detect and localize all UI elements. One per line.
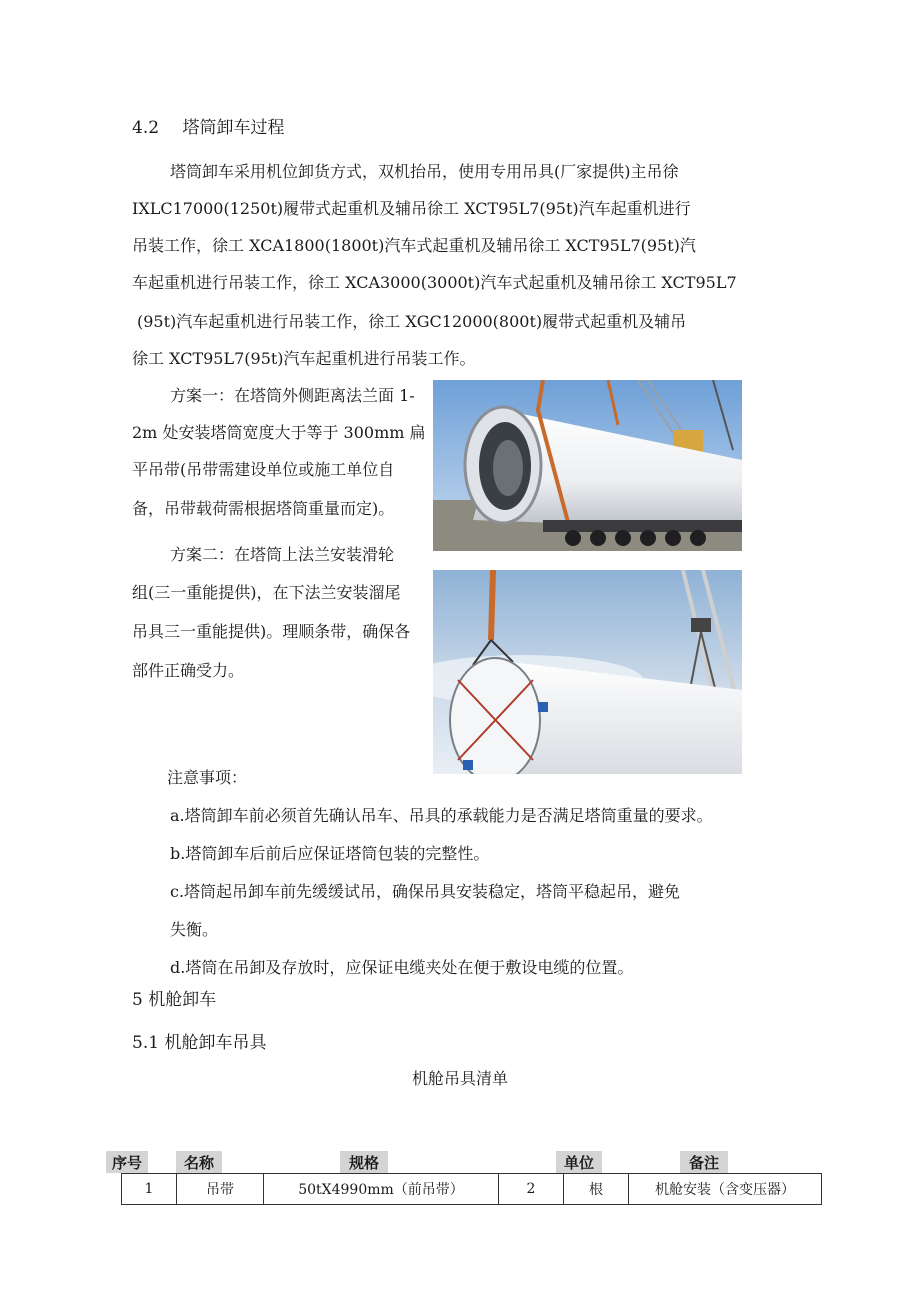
table-header-spec: 规格 <box>340 1151 388 1173</box>
table-header-index: 序号 <box>106 1151 148 1173</box>
notes-title: 注意事项： <box>167 768 248 787</box>
intro-line: IXLC17000(1250t)履带式起重机及辅吊徐工 XCT95L7(95t)汽车起重机进行 <box>132 199 691 218</box>
table-header-unit: 单位 <box>556 1151 602 1173</box>
cell-unit: 根 <box>564 1174 629 1205</box>
plan2-line: 方案二：在塔筒上法兰安装滑轮 <box>170 545 395 564</box>
cell-spec: 50tX4990mm（前吊带） <box>264 1174 499 1205</box>
section-5-heading: 5 机舱卸车 <box>132 990 217 1010</box>
table-header-remark: 备注 <box>680 1151 728 1173</box>
tower-transport-illustration <box>433 380 742 551</box>
plan2-line: 组(三一重能提供)，在下法兰安装溜尾 <box>132 583 401 602</box>
note-item: a.塔筒卸车前必须首先确认吊车、吊具的承载能力是否满足塔筒重量的要求。 <box>170 806 713 825</box>
plan2-line: 部件正确受力。 <box>132 661 245 680</box>
cell-remark: 机舱安装（含变压器） <box>629 1174 822 1205</box>
section-title: 塔筒卸车过程 <box>182 118 285 138</box>
plan1-line: 备，吊带载荷需根据塔筒重量而定)。 <box>132 499 395 518</box>
section-5-1-heading: 5.1 机舱卸车吊具 <box>132 1033 267 1053</box>
section-4-2-heading <box>132 113 284 138</box>
table-header-name: 名称 <box>176 1151 222 1173</box>
tower-lifting-photo <box>433 570 742 774</box>
plan1-line: 平吊带(吊带需建设单位或施工单位自 <box>132 460 395 479</box>
cell-name: 吊带 <box>177 1174 264 1205</box>
cell-index: 1 <box>122 1174 177 1205</box>
plan2-line: 吊具三一重能提供)。理顺条带，确保各 <box>132 622 411 641</box>
intro-line: 吊装工作，徐工 XCA1800(1800t)汽车式起重机及辅吊徐工 XCT95L7(95t)汽 <box>132 236 696 255</box>
table-caption: 机舱吊具清单 <box>412 1069 509 1088</box>
section-number: 4.2 <box>132 118 160 138</box>
note-item: d.塔筒在吊卸及存放时，应保证电缆夹处在便于敷设电缆的位置。 <box>170 958 634 977</box>
table-row <box>122 1174 822 1205</box>
tower-transport-photo <box>433 380 742 551</box>
cell-quantity: 2 <box>499 1174 564 1205</box>
plan1-line: 方案一：在塔筒外侧距离法兰面 1- <box>170 386 415 405</box>
intro-line: 车起重机进行吊装工作，徐工 XCA3000(3000t)汽车式起重机及辅吊徐工 XCT95L7 <box>132 273 737 292</box>
intro-line: (95t)汽车起重机进行吊装工作，徐工 XGC12000(800t)履带式起重机及辅吊 <box>137 312 687 331</box>
note-item: 失衡。 <box>170 920 219 939</box>
note-item: b.塔筒卸车后前后应保证塔筒包装的完整性。 <box>170 844 490 863</box>
lifting-gear-table <box>121 1173 822 1205</box>
note-item: c.塔筒起吊卸车前先缓缓试吊，确保吊具安装稳定，塔筒平稳起吊，避免 <box>170 882 681 901</box>
tower-lifting-illustration <box>433 570 742 774</box>
intro-line: 徐工 XCT95L7(95t)汽车起重机进行吊装工作。 <box>132 349 476 368</box>
intro-line: 塔筒卸车采用机位卸货方式，双机抬吊，使用专用吊具(厂家提供)主吊徐 <box>170 162 679 181</box>
plan1-line: 2m 处安装塔筒宽度大于等于 300mm 扁 <box>132 423 426 442</box>
